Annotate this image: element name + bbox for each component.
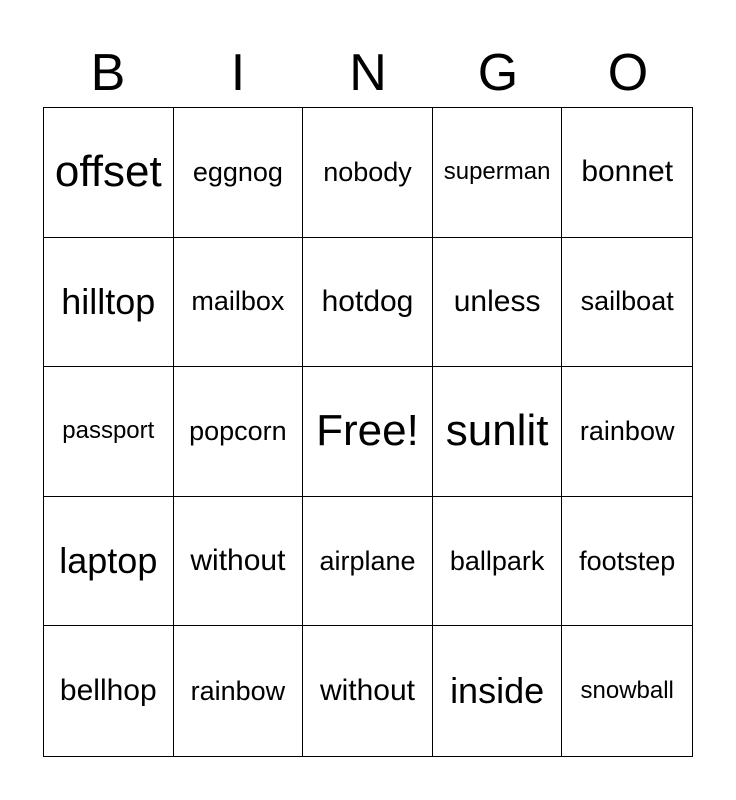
header-letter-i: I (230, 44, 246, 102)
bingo-cell: bellhop (44, 626, 174, 756)
bingo-cell: superman (433, 108, 563, 238)
header-letter-o: O (607, 44, 649, 102)
bingo-cell: passport (44, 367, 174, 497)
bingo-cell: offset (44, 108, 174, 238)
bingo-cell: rainbow (174, 626, 304, 756)
header-letter-b: B (90, 44, 126, 102)
bingo-cell: without (303, 626, 433, 756)
bingo-cell: without (174, 497, 304, 627)
bingo-cell: eggnog (174, 108, 304, 238)
free-space-cell: Free! (303, 367, 433, 497)
bingo-cell: laptop (44, 497, 174, 627)
bingo-cell: unless (433, 238, 563, 368)
bingo-cell: sailboat (562, 238, 692, 368)
bingo-cell: rainbow (562, 367, 692, 497)
bingo-cell: popcorn (174, 367, 304, 497)
bingo-cell: inside (433, 626, 563, 756)
bingo-cell: hilltop (44, 238, 174, 368)
header-letter-n: N (349, 44, 387, 102)
header-letter-g: G (477, 44, 519, 102)
bingo-header (43, 40, 693, 106)
bingo-board (43, 107, 693, 757)
bingo-cell: airplane (303, 497, 433, 627)
bingo-cell: mailbox (174, 238, 304, 368)
bingo-cell: snowball (580, 677, 674, 705)
bingo-cell: sunlit (433, 367, 563, 497)
bingo-cell: footstep (562, 497, 692, 627)
bingo-cell: bonnet (562, 108, 692, 238)
bingo-cell: ballpark (433, 497, 563, 627)
bingo-cell: hotdog (303, 238, 433, 368)
bingo-cell: nobody (303, 108, 433, 238)
